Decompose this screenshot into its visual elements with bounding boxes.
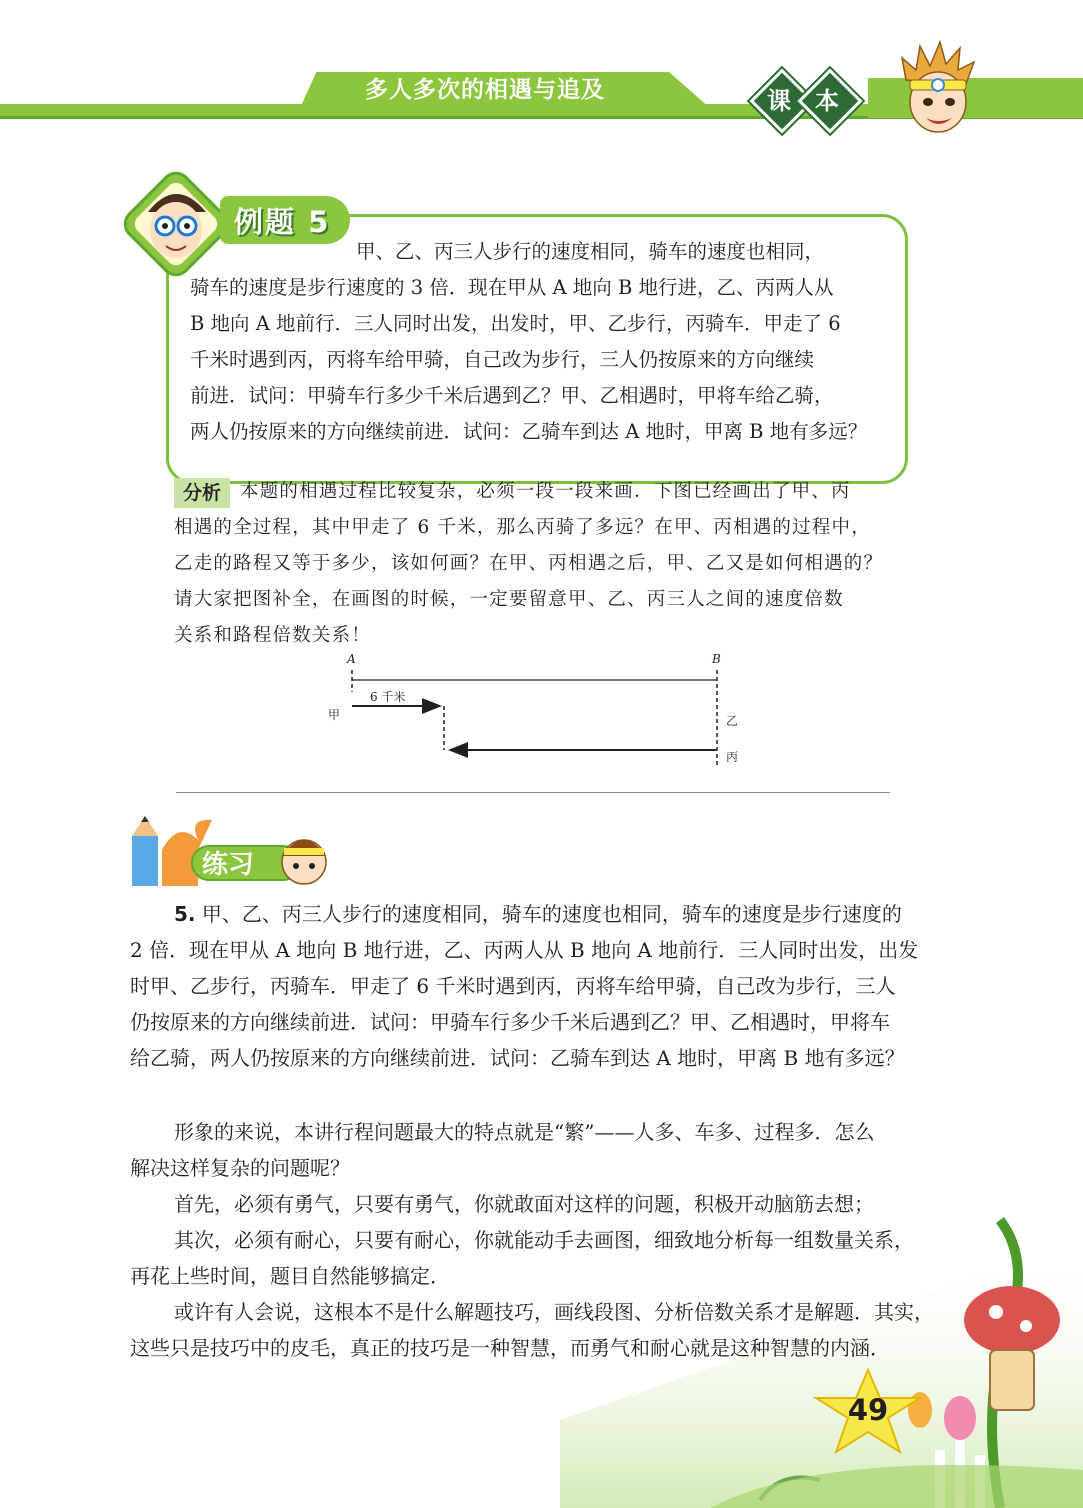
textbook-badge — [756, 74, 866, 124]
analysis-line: 本题的相遇过程比较复杂，必须一段一段来画．下图已经画出了甲、丙 — [240, 481, 851, 502]
badge-char-2: 本 — [815, 87, 839, 115]
practice-heading-icon — [128, 810, 333, 890]
section-divider — [176, 792, 890, 793]
mascot-boy-icon — [898, 40, 980, 140]
example-line: 甲、乙、丙三人步行的速度相同，骑车的速度也相同， — [356, 240, 825, 263]
analysis-line: 请大家把图补全，在画图的时候，一定要留意甲、乙、丙三人之间的速度倍数 — [174, 589, 844, 610]
closing-line: 再花上些时间，题目自然能够搞定． — [130, 1264, 450, 1288]
person-jia-label: 甲 — [328, 708, 341, 722]
example-line: 前进．试问：甲骑车行多少千米后遇到乙？甲、乙相遇时，甲将车给乙骑， — [190, 384, 834, 407]
practice-problem — [130, 896, 942, 1076]
example-line: 千米时遇到丙，丙将车给甲骑，自己改为步行，三人仍按原来的方向继续 — [190, 348, 815, 371]
person-bing-label: 丙 — [726, 750, 739, 764]
practice-heading-text: 练习 — [202, 850, 255, 880]
practice-line: 时甲、乙步行，丙骑车．甲走了 6 千米时遇到丙，丙将车给甲骑，自己改为步行，三人 — [130, 974, 896, 998]
closing-line: 这些只是技巧中的皮毛，真正的技巧是一种智慧，而勇气和耐心就是这种智慧的内涵． — [130, 1336, 890, 1360]
practice-line: 2 倍．现在甲从 A 地向 B 地行进，乙、丙两人从 B 地向 A 地前行．三人同时出发，出发 — [130, 938, 919, 962]
closing-paragraph-1 — [130, 1114, 942, 1186]
point-a-label: A — [347, 652, 356, 666]
analysis-line: 关系和路程倍数关系！ — [174, 625, 372, 646]
closing-paragraph-4 — [130, 1294, 942, 1366]
example-label-text: 例题 5 — [234, 205, 331, 239]
example-line: B 地向 A 地前行．三人同时出发，出发时，甲、乙步行，丙骑车．甲走了 6 — [190, 312, 841, 335]
closing-paragraph-2 — [130, 1186, 942, 1222]
practice-line: 甲、乙、丙三人步行的速度相同，骑车的速度也相同，骑车的速度是步行速度的 — [201, 902, 902, 926]
example-line: 骑车的速度是步行速度的 3 倍．现在甲从 A 地向 B 地行进，乙、丙两人从 — [190, 276, 834, 299]
analysis-tag: 分析 — [174, 478, 230, 508]
closing-paragraph-3 — [130, 1222, 942, 1294]
person-yi-label: 乙 — [726, 714, 739, 728]
distance-label: 6 千米 — [370, 690, 406, 704]
closing-line: 或许有人会说，这根本不是什么解题技巧，画线段图、分析倍数关系才是解题．其实， — [174, 1300, 934, 1324]
practice-number: 5. — [174, 902, 196, 926]
example-line: 两人仍按原来的方向继续前进．试问：乙骑车到达 A 地时，甲离 B 地有多远？ — [190, 420, 868, 443]
closing-line: 形象的来说，本讲行程问题最大的特点就是“繁”——人多、车多、过程多．怎么 — [174, 1120, 875, 1144]
line-segment-diagram — [320, 650, 750, 770]
page-title: 多人多次的相遇与追及 — [365, 77, 605, 103]
example-text — [190, 234, 890, 450]
analysis-line: 相遇的全过程，其中甲走了 6 千米，那么丙骑了多远？在甲、丙相遇的过程中， — [174, 517, 871, 538]
closing-line: 首先，必须有勇气，只要有勇气，你就敢面对这样的问题，积极开动脑筋去想； — [174, 1192, 874, 1216]
practice-line: 给乙骑，两人仍按原来的方向继续前进．试问：乙骑车到达 A 地时，甲离 B 地有多远？ — [130, 1046, 905, 1070]
page-number: 49 — [847, 1393, 889, 1427]
point-b-label: B — [712, 652, 721, 666]
closing-line: 解决这样复杂的问题呢？ — [130, 1156, 350, 1180]
practice-line: 仍按原来的方向继续前进．试问：甲骑车行多少千米后遇到乙？甲、乙相遇时，甲将车 — [130, 1010, 890, 1034]
analysis-text — [174, 474, 900, 654]
badge-char-1: 课 — [767, 87, 791, 115]
closing-line: 其次，必须有耐心，只要有耐心，你就能动手去画图，细致地分析每一组数量关系， — [174, 1228, 914, 1252]
diagram-lines — [320, 650, 750, 770]
analysis-line: 乙走的路程又等于多少，该如何画？在甲、丙相遇之后，甲、乙又是如何相遇的？ — [174, 553, 884, 574]
